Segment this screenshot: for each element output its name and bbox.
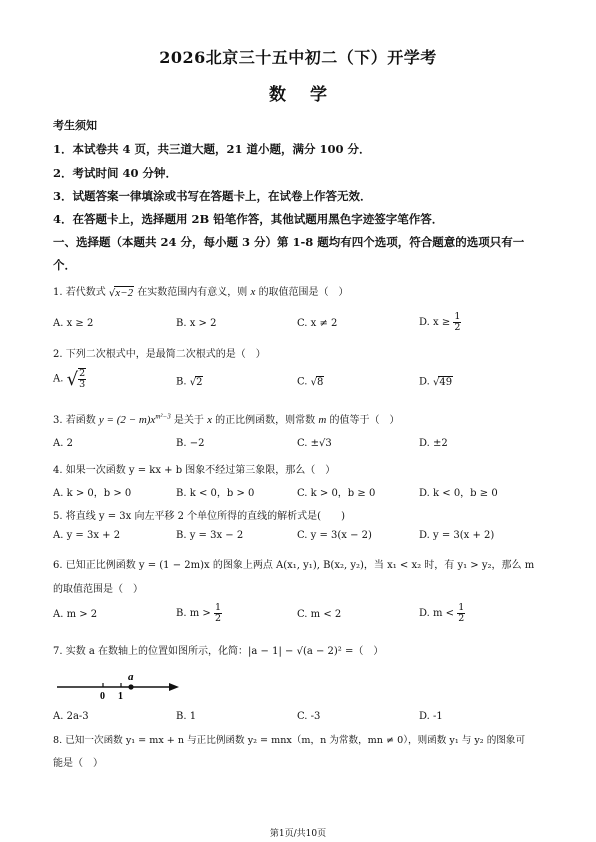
q1-option-d: D. x ≥ $\frac{1}{2}$: [419, 311, 461, 333]
q5-option-c: C. y = 3(x − 2): [297, 530, 372, 541]
question-8-stem-line-2: 能是（ ）: [53, 758, 103, 769]
section-heading-line-2: 个．: [53, 258, 76, 272]
q4-option-b: B. k < 0，b > 0: [176, 488, 255, 499]
instructions-heading: 考生须知: [53, 119, 97, 132]
question-3-stem: 3. 若函数 $y = (2 - m)x^{m^2-3}$ 是关于 x 的正比例函数，则常数 m 的值等于（ ）: [53, 412, 400, 426]
q7-option-d: D. -1: [419, 711, 443, 722]
q5-option-b: B. y = 3x − 2: [176, 530, 244, 541]
sqrt-symbol: √x−2: [108, 287, 134, 299]
q2-option-c: C. √8: [297, 376, 324, 388]
q1-option-a: A. x ≥ 2: [53, 318, 94, 329]
q7-option-c: C. -3: [297, 711, 321, 722]
number-line-arrow: [169, 683, 179, 691]
q3-option-c: C. ±√3: [297, 438, 332, 449]
instruction-item-2: 2．考试时间 40 分钟．: [53, 166, 178, 180]
q7-option-a: A. 2a-3: [53, 711, 89, 722]
question-8-stem-line-1: 8. 已知一次函数 y₁ = mx + n 与正比例函数 y₂ = mnx（m，n 为常数，mn ≠ 0），则函数 y₁ 与 y₂ 的图象可: [53, 735, 526, 746]
question-1-stem: 1. 若代数式 √x−2 在实数范围内有意义，则 x 的取值范围是（ ）: [53, 286, 349, 299]
q2-option-d: D. √49: [419, 376, 453, 388]
q3-option-a: A. 2: [53, 438, 73, 449]
label-a: a: [128, 671, 134, 683]
q6-option-d: D. m < $\frac{1}{2}$: [419, 602, 465, 624]
question-6-stem-line-2: 的取值范围是（ ）: [53, 584, 143, 595]
q1-option-c: C. x ≠ 2: [297, 318, 338, 329]
q3-option-d: D. ±2: [419, 438, 448, 449]
section-heading-line-1: 一、选择题（本题共 24 分，每小题 3 分）第 1-8 题均有四个选项，符合题意的选项只有一: [53, 235, 525, 249]
instruction-item-1: 1．本试卷共 4 页，共三道大题，21 道小题，满分 100 分．: [53, 142, 371, 156]
question-6-stem-line-1: 6. 已知正比例函数 y = (1 − 2m)x 的图象上两点 A(x₁, y₁), B(x₂, y₂)，当 x₁ < x₂ 时，有 y₁ > y₂，那么 m: [53, 560, 535, 571]
q6-option-c: C. m < 2: [297, 609, 342, 620]
question-7-stem: 7. 实数 a 在数轴上的位置如图所示，化简：|a − 1| − √(a − 2)² =（ ）: [53, 646, 384, 657]
q5-option-a: A. y = 3x + 2: [53, 530, 121, 541]
page-footer: 第1页/共10页: [269, 829, 327, 839]
exam-title: 2026北京三十五中初二（下）开学考: [159, 48, 437, 67]
subject-title: 数学: [269, 85, 351, 105]
q2-option-b: B. √2: [176, 376, 203, 388]
instruction-item-4: 4．在答题卡上，选择题用 2B 铅笔作答，其他试题用黑色字迹签字笔作答．: [53, 212, 444, 226]
q6-option-b: B. m > $\frac{1}{2}$: [176, 602, 221, 624]
instruction-item-3: 3．试题答案一律填涂或书写在答题卡上，在试卷上作答无效．: [53, 189, 372, 203]
q4-option-c: C. k > 0，b ≥ 0: [297, 488, 376, 499]
q4-option-a: A. k > 0，b > 0: [53, 488, 132, 499]
point-a: [128, 684, 133, 689]
q1-option-b: B. x > 2: [176, 318, 217, 329]
q4-option-d: D. k < 0，b ≥ 0: [419, 488, 498, 499]
question-5-stem: 5. 将直线 y = 3x 向左平移 2 个单位所得的直线的解析式是( ): [53, 511, 345, 522]
question-4-stem: 4. 如果一次函数 y = kx + b 图象不经过第三象限，那么（ ）: [53, 465, 336, 476]
q2-option-a: A. √ $\frac{2}{3}$: [53, 368, 86, 390]
label-1: 1: [118, 691, 123, 702]
question-2-stem: 2. 下列二次根式中，是最简二次根式的是（ ）: [53, 349, 266, 360]
number-line-diagram: [55, 670, 185, 702]
q7-option-b: B. 1: [176, 711, 197, 722]
q6-option-a: A. m > 2: [53, 609, 98, 620]
q3-option-b: B. −2: [176, 438, 205, 449]
label-0: 0: [100, 691, 105, 702]
q5-option-d: D. y = 3(x + 2): [419, 530, 495, 541]
